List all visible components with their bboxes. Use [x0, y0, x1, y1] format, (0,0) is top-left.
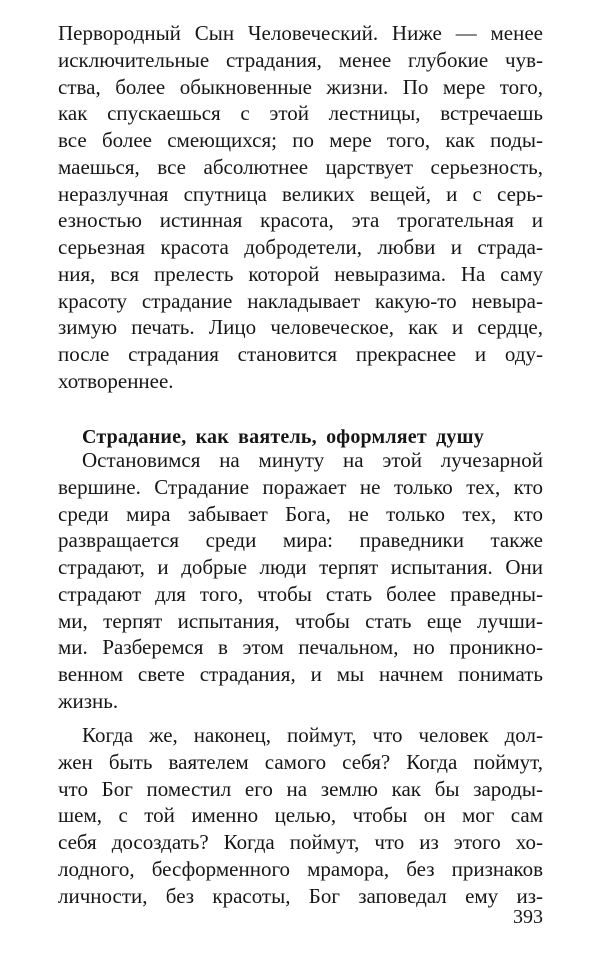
text-line: после страдания становится прекраснее и оду- [58, 342, 543, 366]
text-line: исключительные страдания, менее глубокие чув- [58, 47, 543, 72]
text-line: Первородный Сын Человеческий. Ниже — менее [58, 21, 543, 45]
section-heading: Страдание, как ваятель, оформляет душу [82, 426, 484, 448]
text-line: ства, более обыкновенные жизни. По мере того, [58, 74, 543, 99]
text-line: шем, с той именно целью, чтобы он мог сам [58, 803, 543, 828]
paragraph-1 [58, 20, 543, 395]
text-line: зимую печать. Лицо человеческое, как и сердце, [58, 315, 543, 340]
text-line: ми. Разберемся в этом печальном, но проникно- [58, 635, 543, 660]
text-line: венном свете страдания, и мы начнем понимать [58, 662, 543, 686]
text-line: ми, терпят испытания, чтобы стать еще лучши- [58, 608, 543, 633]
text-line: страдают для того, чтобы стать более праведны- [58, 581, 543, 606]
text-line: езностью истинная красота, эта трогательная и [58, 208, 543, 233]
paragraph-2 [58, 447, 543, 715]
text-line: Когда же, наконец, поймут, что человек дол- [82, 723, 543, 747]
paragraph-3 [58, 722, 543, 909]
text-line: вершине. Страдание поражает не только тех, кто [58, 474, 543, 499]
text-line: развращается среди мира: праведники также [58, 528, 543, 553]
text-line: серьезная красота добродетели, любви и страда- [58, 235, 543, 259]
text-line: Остановимся на минуту на этой лучезарной [82, 448, 543, 472]
text-line: все более смеющихся; по мере того, как поды- [58, 128, 543, 152]
text-line: себя досоздать? Когда поймут, что из этого хо- [58, 830, 543, 854]
text-line: среди мира забывает Бога, не только тех, кто [58, 501, 543, 526]
text-line: маешься, все абсолютнее царствует серьезность, [58, 154, 543, 179]
text-line: ния, вся прелесть которой невыразима. На саму [58, 261, 543, 286]
text-line: лодного, бесформенного мрамора, без признаков [58, 856, 543, 881]
text-line: неразлучная спутница великих вещей, и с серь- [58, 181, 543, 206]
page-number: 393 [513, 906, 543, 928]
text-line: жен быть ваятелем самого себя? Когда поймут, [58, 749, 543, 774]
text-line: что Бог поместил его на землю как бы зароды- [58, 776, 543, 801]
text-line: жизнь. [58, 688, 119, 713]
text-line: красоту страдание накладывает какую-то невыра- [58, 288, 543, 313]
text-line: страдают, и добрые люди терпят испытания. Они [58, 555, 543, 579]
text-line: как спускаешься с этой лестницы, встречаешь [58, 101, 543, 126]
text-line: хотвореннее. [58, 368, 174, 393]
text-line: личности, без красоты, Бог заповедал ему из- [58, 883, 543, 908]
